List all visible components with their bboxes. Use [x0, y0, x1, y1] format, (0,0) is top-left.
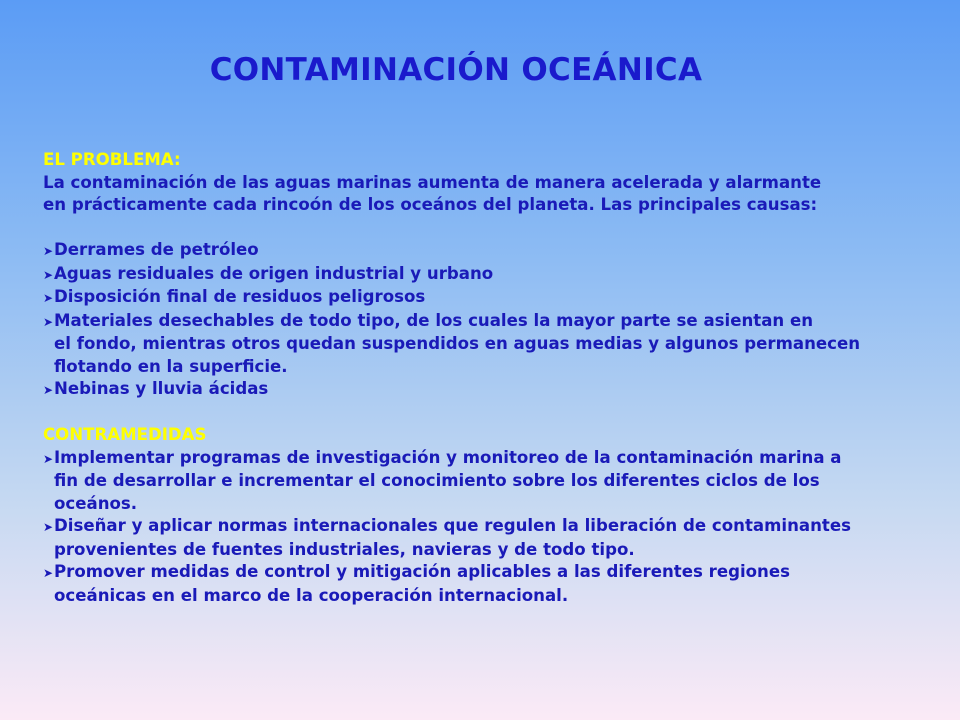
- list-item-text: Implementar programas de investigación y monitoreo de la contaminación marina a: [54, 447, 842, 467]
- arrowhead-bullet-icon: ➤: [43, 291, 54, 305]
- list-item-text: Nebinas y lluvia ácidas: [54, 379, 269, 398]
- problem-text-line-1: La contaminación de las aguas marinas aumenta de manera acelerada y alarmante: [43, 172, 822, 192]
- list-item: [43, 561, 911, 585]
- list-item: [43, 378, 911, 402]
- list-item-continuation: provenientes de fuentes industriales, navieras y de todo tipo.: [54, 539, 635, 559]
- list-item: [43, 263, 911, 287]
- arrowhead-bullet-icon: ➤: [43, 267, 54, 282]
- list-item: [43, 515, 911, 539]
- arrowhead-bullet-icon: ➤: [43, 244, 54, 258]
- list-item-text: Promover medidas de control y mitigación aplicables a las diferentes regiones: [54, 562, 790, 581]
- problem-text-line-2: en prácticamente cada rincoón de los oceános del planeta. Las principales causas:: [43, 195, 818, 214]
- countermeasures-list: [43, 447, 911, 608]
- arrowhead-bullet-icon: ➤: [43, 314, 54, 329]
- arrowhead-bullet-icon: ➤: [43, 451, 54, 466]
- list-item: [43, 239, 911, 263]
- list-item-continuation: flotando en la superficie.: [54, 356, 288, 376]
- spacer: [43, 402, 911, 425]
- list-item-continuation: fin de desarrollar e incrementar el conocimiento sobre los diferentes ciclos de los: [54, 471, 820, 490]
- arrowhead-bullet-icon: ➤: [43, 383, 54, 397]
- arrowhead-bullet-icon: ➤: [43, 520, 54, 534]
- problem-heading: EL PROBLEMA:: [43, 150, 181, 169]
- list-item: [43, 310, 911, 334]
- list-item-text: Derrames de petróleo: [54, 240, 259, 259]
- list-item-continuation: oceános.: [54, 493, 138, 513]
- spacer: [43, 217, 911, 240]
- countermeasures-heading: CONTRAMEDIDAS: [43, 425, 207, 444]
- slide-title: CONTAMINACIÓN OCEÁNICA: [209, 52, 703, 88]
- list-item-text: Materiales desechables de todo tipo, de los cuales la mayor parte se asientan en: [54, 310, 814, 330]
- slide-content: [43, 149, 911, 607]
- list-item-text: Diseñar y aplicar normas internacionales que regulen la liberación de contaminantes: [54, 516, 851, 535]
- list-item: [43, 447, 911, 471]
- list-item: [43, 286, 911, 310]
- list-item-continuation: el fondo, mientras otros quedan suspendidos en aguas medias y algunos permanecen: [54, 334, 861, 353]
- causes-list: [43, 239, 911, 402]
- arrowhead-bullet-icon: ➤: [43, 566, 54, 580]
- list-item-text: Aguas residuales de origen industrial y urbano: [54, 263, 494, 283]
- list-item-text: Disposición final de residuos peligrosos: [54, 287, 426, 306]
- list-item-continuation: oceánicas en el marco de la cooperación internacional.: [54, 585, 569, 605]
